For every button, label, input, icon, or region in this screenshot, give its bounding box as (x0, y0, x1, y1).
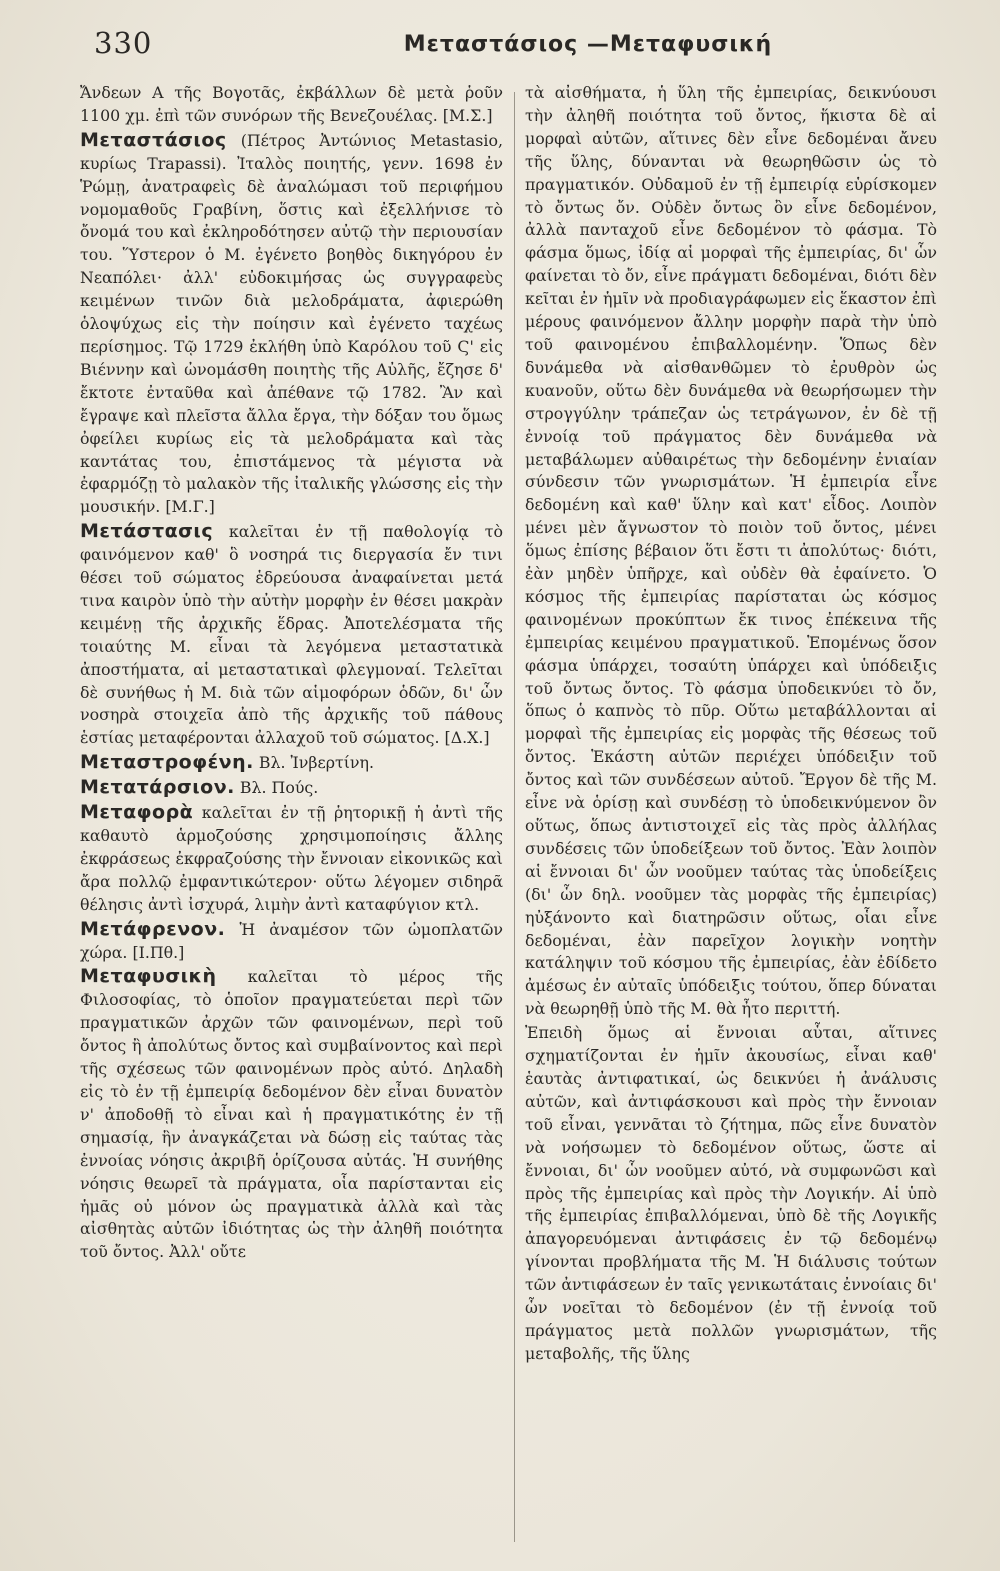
entry-continuation (80, 82, 503, 128)
continuation-paragraph (525, 82, 937, 1021)
page-number: 330 (94, 26, 153, 60)
entry-metatarsion (80, 776, 503, 800)
column-divider (514, 92, 515, 1542)
entry-metafora (80, 801, 503, 917)
entry-text: (Πέτρος Ἀντώνιος Metastasio, κυρίως Trapassi). Ἰταλὸς ποιητής, γενν. 1698 ἐν Ῥώμῃ, ἀνατραφεὶς δὲ ἀναλώμασι τοῦ περιφήμου νομομαθοῦς Γραβίνη, ὅστις καὶ ἐξελλήνισε τὸ ὄνομά του καὶ ἐκληροδότησεν αὐτῷ τὴν περιουσίαν του. Ὕστερον ὁ Μ. ἐγένετο βοηθὸς δικηγόρου ἐν Νεαπόλει· ἀλλ' εὐδοκιμήσας ὡς συγγραφεὺς κειμένων τινῶν διὰ μελοδράματα, ἀφιερώθη ὁλοψύχως εἰς τὴν ποίησιν καὶ ἐγένετο ταχέως περίσημος. Τῷ 1729 ἐκλήθη ὑπὸ Καρόλου τοῦ Ϛ' εἰς Βιέννην καὶ ὠνομάσθη ποιητὴς τῆς Αὐλῆς, ἔζησε δ' ἔκτοτε ἐνταῦθα καὶ ἀπέθανε τῷ 1782. Ἂν καὶ ἔγραψε καὶ πλεῖστα ἄλλα ἔργα, τὴν δόξαν του ὅμως ὀφείλει κυρίως εἰς τὰ μελοδράματα καὶ τὰς καντάτας του, ἐπιστάμενος τὰ μέγιστα νὰ ἐφαρμόζῃ τὸ μαλακὸν τῆς ἰταλικῆς γλώσσης εἰς τὴν μουσικήν. [Μ.Γ.] (80, 130, 503, 517)
page-header (78, 26, 938, 66)
headword: Μετάστασις (80, 520, 214, 543)
headword: Μεταστροφένη. (80, 751, 254, 774)
paragraph-text: τὰ αἰσθήματα, ἡ ὕλη τῆς ἐμπειρίας, δεικνύουσι τὴν ἀληθῆ ποιότητα τοῦ ὄντος, ἥκιστα δὲ αἱ μορφαὶ αὐτῶν, αἵτινες δὲν εἶνε δεδομέναι ἄνευ τῆς ὕλης, δύνανται νὰ θεωρηθῶσιν ὡς τὸ πραγματικόν. Οὐδαμοῦ ἐν τῇ ἐμπειρίᾳ εὑρίσκομεν τὸ ὄντως ὄν. Οὐδὲν ὄντως ὂν εἶνε δεδομένον, ἀλλὰ πανταχοῦ εἶνε δεδομένον τὸ φάσμα. Τὸ φάσμα ὅμως, ἰδίᾳ αἱ μορφαὶ τῆς ἐμπειρίας, δι' ὧν φαίνεται τὸ ὄν, εἶνε πράγματι δεδομέναι, διότι δὲν κεῖται ἐν ἡμῖν νὰ προδιαγράφωμεν εἰς ἕκαστον ἐπὶ μέρους φαινόμενον ἄλλην μορφὴν παρὰ τὴν ὑπὸ τοῦ φαινομένου ἐπιβαλλομένην. Ὅπως δὲν δυνάμεθα νὰ αἰσθανθῶμεν τὸ ἐρυθρὸν ὡς κυανοῦν, οὕτω δὲν δυνάμεθα νὰ θεωρήσωμεν τὴν στρογγύλην τράπεζαν ὡς τετράγωνον, ἐν δὲ τῇ ἐννοίᾳ τοῦ πράγματος δὲν δυνάμεθα νὰ μεταβάλωμεν αὐθαιρέτως τὴν δεδομένην ἐνιαίαν σύνδεσιν τῶν γνωρισμάτων. Ἡ ἐμπειρία εἶνε δεδομένη καὶ καθ' ὕλην καὶ κατ' εἶδος. Λοιπὸν μένει μὲν ἄγνωστον τὸ ποιὸν τοῦ ὄντος, μένει ὅμως ἐπίσης βέβαιον ὅτι ἔστι τι ἀπολύτως· διότι, ἐὰν μηδὲν ὑπῆρχε, καὶ οὐδὲν θὰ ἐφαίνετο. Ὁ κόσμος τῆς ἐμπειρίας παρίσταται ὡς κόσμος φαινομένων προκύπτων ἔκ τινος ἐπέκεινα τῆς ἐμπειρίας κειμένου πραγματικοῦ. Ἑπομένως ὅσον φάσμα ὑπάρχει, τοσαύτη ὑπάρχει καὶ ὑπόδειξις τοῦ ὄντως ὄντος. Τὸ φάσμα ὑποδεικνύει τὸ ὄν, ὅπως ὁ καπνὸς τὸ πῦρ. Οὕτω μεταβάλλονται αἱ μορφαὶ τῆς ἐμπειρίας εἰς μορφὰς τῆς θέσεως τοῦ ὄντος. Ἑκάστη αὐτῶν περιέχει ὑπόδειξιν τοῦ ὄντος καὶ τῶν συνδέσεων αὐτοῦ. Ἔργον δὲ τῆς Μ. εἶνε νὰ ὁρίσῃ καὶ συνδέσῃ τὸ ὑποδεικνύμενον ὂν οὕτως, ὅπως ἀντιστοιχεῖ εἰς τὰς πρὸς ἀλλήλας συνδέσεις τῶν ὑποδείξεων τοῦ ὄντος. Ἐὰν λοιπὸν αἱ ἔννοιαι δι' ὧν νοοῦμεν ταύτας τὰς ὑποδείξεις (δι' ὧν δηλ. νοοῦμεν τὰς μορφὰς τῆς ἐμπειρίας) ηὐξάνοντο καὶ διατηρῶσιν οὕτως, οἷαι εἶνε δεδομέναι, ἐὰν παρεῖχον λογικὴν νοητὴν κατάληψιν τοῦ κόσμου τῆς ἐμπειρίας, ἐὰν ἐδίδετο ἀμέσως ἐν αὐταῖς ὑπόδειξις τούτου, ὅπερ δύναται νὰ θεωρηθῇ ὑπὸ τῆς Μ. θὰ ἦτο περιττή. (525, 83, 937, 1019)
headword: Μεταστάσιος (80, 128, 227, 151)
entry-metafysiki (80, 965, 503, 1264)
running-head: Μεταστάσιος —Μεταφυσική (403, 32, 773, 57)
entry-text: Ἡ ἀναμέσον τῶν ὠμοπλατῶν χώρα. [Ι.Πθ.] (80, 919, 503, 962)
continuation-paragraph (525, 1022, 937, 1366)
headword: Μετάφρενον. (80, 917, 226, 940)
headword: Μεταφυσικὴ (80, 965, 217, 988)
right-column (525, 82, 937, 1542)
paragraph-text: Ἐπειδὴ ὅμως αἱ ἔννοιαι αὗται, αἵτινες σχηματίζονται ἐν ἡμῖν ἀκουσίως, εἶναι καθ' ἑαυτὰς ἀντιφατικαί, ὡς δεικνύει ἡ ἀνάλυσις αὐτῶν, καὶ ἀντιφάσκουσι καὶ πρὸς τὴν ἔννοιαν τοῦ εἶναι, γεννᾶται τὸ ζήτημα, πῶς εἶνε δυνατὸν νὰ νοήσωμεν τὸ δεδομένον οὕτως, ὥστε αἱ ἔννοιαι, δι' ὧν νοοῦμεν αὐτό, νὰ συμφωνῶσι καὶ πρὸς τῆς ἐμπειρίας καὶ πρὸς τὴν Λογικήν. Αἱ ὑπὸ τῆς ἐμπειρίας ἐπιβαλλόμεναι, ὑπὸ δὲ τῆς Λογικῆς ἀπαγορευόμεναι ἀντιφάσεις ἐν τῷ δεδομένῳ γίνονται προβλήματα τῆς Μ. Ἡ διάλυσις τούτων τῶν ἀντιφάσεων ἐν ταῖς γενικωτάταις ἐννοίαις δι' ὧν νοεῖται τὸ δεδομένον (ἐν τῇ ἐννοίᾳ τοῦ πράγματος μετὰ πολλῶν γνωρισμάτων, τῆς μεταβολῆς, τῆς ὕλης (525, 1023, 937, 1363)
headword: Μετατάρσιον. (80, 776, 235, 799)
entry-metafrenon (80, 918, 503, 965)
entry-text: Βλ. Πούς. (234, 778, 319, 798)
entry-text: καλεῖται ἐν τῇ παθολογίᾳ τὸ φαινόμενον καθ' ὃ νοσηρά τις διεργασία ἔν τινι θέσει τοῦ σώματος ἑδρεύουσα ἀναφαίνεται μετά τινα καιρὸν ὑπὸ τὴν αὐτὴν μορφὴν ἐν θέσει μακρὰν κειμένῃ τῆς ἀρχικῆς ἕδρας. Ἀποτελέσματα τῆς τοιαύτης Μ. εἶναι τὰ λεγόμενα μεταστατικὰ ἀποστήματα, αἱ μεταστατικαὶ φλεγμοναί. Τελεῖται δὲ συνήθως ἡ Μ. διὰ τῶν αἱμοφόρων ὁδῶν, δι' ὧν νοσηρὰ στοιχεῖα ἀπὸ τῆς ἀρχικῆς τοῦ πάθους ἑστίας μεταφέρονται ἀλλαχοῦ τοῦ σώματος. [Δ.Χ.] (80, 522, 503, 748)
left-column (80, 82, 503, 1542)
headword: Μεταφορὰ (80, 801, 194, 824)
entry-metastasios (80, 129, 503, 519)
entry-text: καλεῖται ἐν τῇ ῥητορικῇ ἡ ἀντὶ τῆς καθαυτὸ ἁρμοζούσης χρησιμοποίησις ἄλλης ἐκφράσεως ἐκφραζούσης τὴν ἔννοιαν εἰκονικῶς καὶ ἄρα πολλῷ ἐμφαντικώτερον· οὕτω λέγομεν σιδηρᾶ θέλησις ἀντὶ ἰσχυρά, λιμὴν ἀντὶ καταφύγιον κτλ. (80, 803, 503, 914)
entry-metastrofini (80, 751, 503, 775)
entry-text: Ἄνδεων Α τῆς Βογοτᾶς, ἐκβάλλων δὲ μετὰ ῥοῦν 1100 χμ. ἐπὶ τῶν συνόρων τῆς Βενεζουέλας. [Μ.Σ.] (80, 83, 503, 125)
entry-metastasis (80, 520, 503, 750)
entry-text: Βλ. Ἰνβερτίνη. (253, 753, 375, 773)
entry-text: καλεῖται τὸ μέρος τῆς Φιλοσοφίας, τὸ ὁποῖον πραγματεύεται περὶ τῶν πραγματικῶν ἀρχῶν τῶν φαινομένων, περὶ τοῦ ὄντος ἢ ἀπολύτως ὄντος καὶ συμβαίνοντος καὶ περὶ τῆς σχέσεως τῶν φαινομένων πρὸς αὐτό. Δηλαδὴ εἰς τὸ ἐν τῇ ἐμπειρίᾳ δεδομένον δὲν εἶναι δυνατὸν ν' ἀποδοθῇ τὸ εἶναι καὶ ἡ πραγματικότης ἐν τῇ σημασίᾳ, ἣν ἀναγκάζεται νὰ δώσῃ εἰς ταύτας τὰς ἐννοίας νόησις ἀκριβῆ ὁρίζουσα αὐτάς. Ἡ συνήθης νόησις θεωρεῖ τὰ πράγματα, οἷα παρίστανται εἰς ἡμᾶς οὐ μόνον ὡς πραγματικὰ ἀλλὰ καὶ τὰς αἰσθητὰς αὐτῶν ἰδιότητας ὡς τὴν ἀληθῆ ποιότητα τοῦ ὄντος. Ἀλλ' οὔτε (80, 967, 503, 1262)
